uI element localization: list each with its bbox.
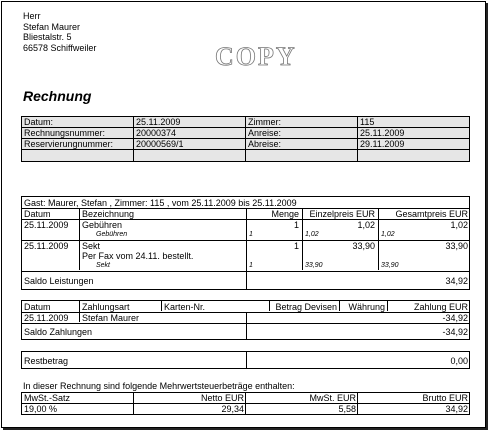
col-header-menge: Menge	[271, 209, 299, 219]
restbetrag-box	[21, 351, 470, 369]
anreise-label: Anreise:	[248, 128, 282, 138]
col-header-bezeichnung: Bezeichnung	[82, 209, 135, 219]
mwst-table	[21, 392, 470, 415]
row-gesamtpreis: 33,90	[445, 241, 468, 251]
recipient-address	[23, 11, 96, 53]
rechnungsnummer-value: 20000374	[136, 128, 177, 138]
saldo-leistungen-value: 34,92	[445, 276, 468, 286]
invoice-title: Rechnung	[23, 88, 92, 104]
saldo-zahlungen-value: -34,92	[442, 327, 468, 337]
col-header-waehrung: Währung	[348, 302, 385, 312]
subrow-einzelpreis: 33,90	[305, 262, 323, 269]
col-header-zahlungsart: Zahlungsart	[82, 302, 130, 312]
mwst-intro: In dieser Rechnung sind folgende Mehrwertsteuerbeträge enthalten:	[23, 381, 295, 391]
anreise-value: 25.11.2009	[360, 128, 405, 138]
restbetrag-value: 0,00	[450, 356, 468, 366]
guest-line: Gast: Maurer, Stefan , Zimmer: 115 , vom 25.11.2009 bis 25.11.2009	[24, 198, 297, 208]
abreise-value: 29.11.2009	[360, 139, 405, 149]
zimmer-value: 115	[360, 117, 375, 127]
payment-zahlung: -34,92	[442, 313, 468, 323]
row-menge: 1	[293, 241, 299, 251]
col-header-karten-nr: Karten-Nr.	[164, 302, 206, 312]
copy-stamp: COPY	[215, 42, 297, 71]
row-datum: 25.11.2009	[24, 220, 69, 230]
datum-value: 25.11.2009	[136, 117, 181, 127]
leistungen-table	[21, 196, 470, 290]
col-header-gesamtpreis: Gesamtpreis EUR	[395, 209, 468, 219]
col-header-einzelpreis: Einzelpreis EUR	[309, 209, 375, 219]
invoice-info-box	[21, 116, 470, 162]
subrow-einzelpreis: 1,02	[305, 231, 319, 238]
col-header-zahlung: Zahlung EUR	[413, 302, 468, 312]
mwst-value: 5,58	[338, 404, 356, 414]
subrow-menge: 1	[249, 262, 253, 269]
row-bezeichnung: Gebühren	[82, 220, 123, 230]
row-note: Per Fax vom 24.11. bestellt.	[82, 251, 194, 261]
address-line: 66578 Schiffweiler	[23, 42, 97, 53]
brutto-value: 34,92	[445, 404, 468, 414]
reservierungsnummer-label: Reservierungnummer:	[24, 139, 114, 149]
address-line: Bliestalstr. 5	[23, 32, 72, 42]
col-header-mwst-satz: MwSt.-Satz	[24, 393, 71, 403]
invoice-page	[1, 1, 486, 428]
abreise-label: Abreise:	[248, 139, 282, 149]
address-line: Herr	[23, 11, 41, 21]
rechnungsnummer-label: Rechnungsnummer:	[24, 128, 106, 138]
row-datum: 25.11.2009	[24, 241, 69, 251]
row-einzelpreis: 33,90	[352, 241, 375, 251]
zahlungen-table	[21, 300, 470, 340]
saldo-leistungen-label: Saldo Leistungen	[24, 276, 94, 286]
col-header-datum: Datum	[24, 209, 51, 219]
address-line: Stefan Maurer	[23, 21, 81, 32]
subrow-bezeichnung: Gebühren	[96, 231, 128, 238]
saldo-zahlungen-label: Saldo Zahlungen	[24, 327, 93, 337]
datum-label: Datum:	[24, 117, 54, 127]
col-header-netto: Netto EUR	[200, 393, 244, 403]
mwst-satz-value: 19,00 %	[24, 404, 58, 414]
row-bezeichnung: Sekt	[82, 241, 101, 251]
row-gesamtpreis: 1,02	[450, 220, 468, 230]
col-header-datum: Datum	[24, 302, 51, 312]
subrow-gesamtpreis: 1,02	[381, 231, 395, 238]
reservierungsnummer-value: 20000569/1	[136, 139, 184, 149]
payment-datum: 25.11.2009	[24, 313, 69, 323]
row-einzelpreis: 1,02	[357, 220, 375, 230]
col-header-betrag-devisen: Betrag Devisen	[275, 302, 337, 312]
zimmer-label: Zimmer:	[248, 117, 281, 127]
payment-zahlungsart: Stefan Maurer	[82, 313, 140, 323]
subrow-gesamtpreis: 33,90	[381, 262, 399, 269]
row-menge: 1	[293, 220, 299, 230]
col-header-mwst: MwSt. EUR	[309, 393, 356, 403]
subrow-menge: 1	[249, 231, 253, 238]
restbetrag-label: Restbetrag	[24, 356, 69, 366]
subrow-bezeichnung: Sekt	[96, 262, 111, 269]
col-header-brutto: Brutto EUR	[422, 393, 468, 403]
netto-value: 29,34	[221, 404, 244, 414]
